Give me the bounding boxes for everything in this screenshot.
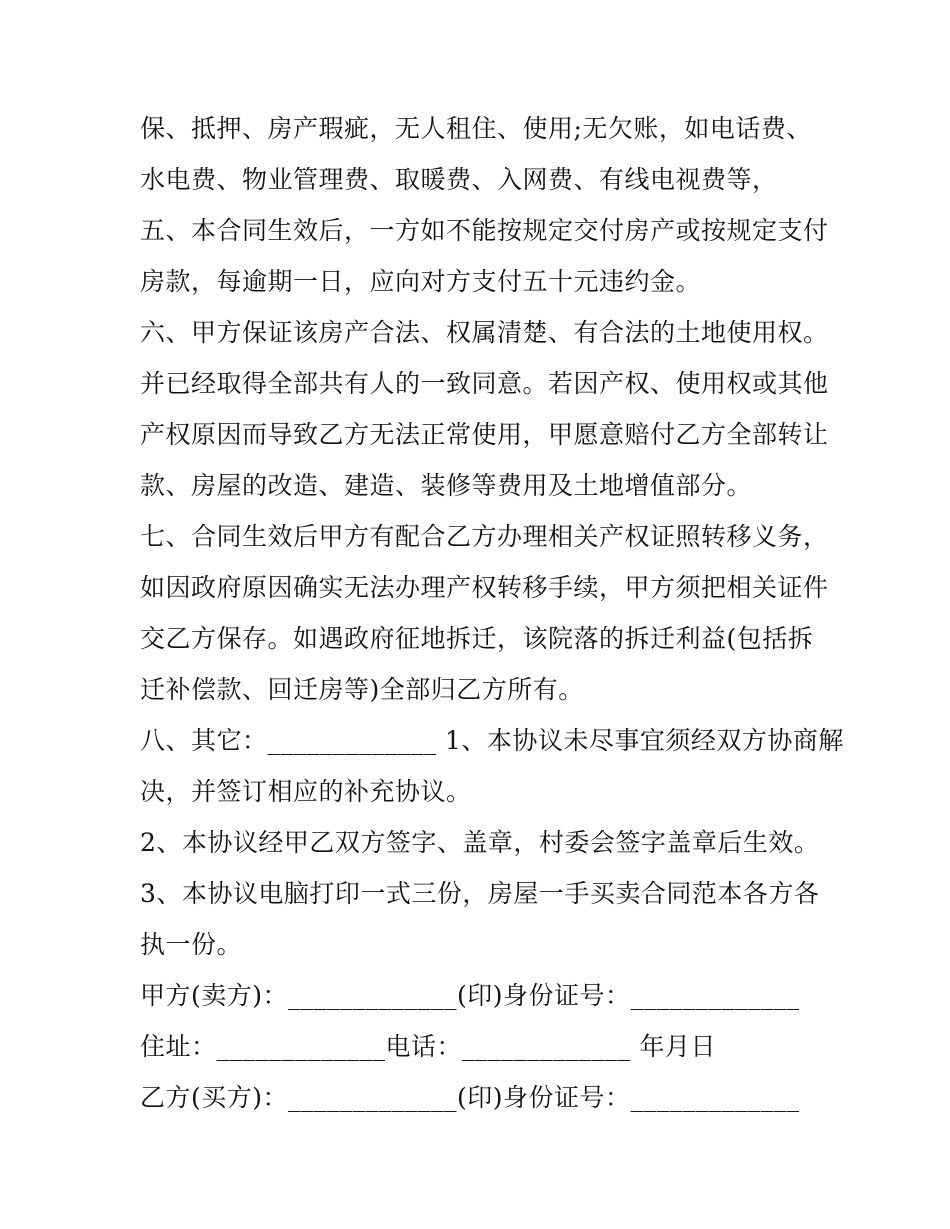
text-line: 水电费、物业管理费、取暖费、入网费、有线电视费等， <box>140 165 778 194</box>
clause-5-line: 五、本合同生效后，一方如不能按规定交付房产或按规定支付 <box>140 216 829 245</box>
item-2-line: 2、本协议经甲乙双方签字、盖章，村委会签字盖章后生效。 <box>140 828 820 857</box>
clause-7-line: 七、合同生效后甲方有配合乙方办理相关产权证照转移义务， <box>140 522 829 551</box>
item-3-line: 3、本协议电脑打印一式三份，房屋一手买卖合同范本各方各 <box>140 879 820 908</box>
text-line: 执一份。 <box>140 930 243 959</box>
document-body <box>140 103 844 1123</box>
text-line: 房款，每逾期一日，应向对方支付五十元违约金。 <box>140 267 702 296</box>
text-line: 迁补偿款、回迁房等)全部归乙方所有。 <box>140 675 584 704</box>
text-line: 并已经取得全部共有人的一致同意。若因产权、使用权或其他 <box>140 369 829 398</box>
clause-8-line: 八、其它：_____________ 1、本协议未尽事宜须经双方协商解 <box>140 726 844 755</box>
text-line: 产权原因而导致乙方无法正常使用，甲愿意赔付乙方全部转让 <box>140 420 829 449</box>
text-line: 交乙方保存。如遇政府征地拆迁，该院落的拆迁利益(包括拆 <box>140 624 814 653</box>
party-b-signature-line: 乙方(买方)：_____________(印)身份证号：_____________ <box>140 1083 800 1112</box>
text-line: 款、房屋的改造、建造、装修等费用及土地增值部分。 <box>140 471 753 500</box>
text-line: 如因政府原因确实无法办理产权转移手续，甲方须把相关证件 <box>140 573 829 602</box>
party-a-signature-line: 甲方(卖方)：_____________(印)身份证号：_____________ <box>140 981 800 1010</box>
text-line: 保、抵押、房产瑕疵，无人租住、使用;无欠账，如电话费、 <box>140 114 812 143</box>
address-phone-date-line: 住址：_____________电话：_____________ 年月日 <box>140 1032 716 1061</box>
text-line: 决，并签订相应的补充协议。 <box>140 777 472 806</box>
clause-6-line: 六、甲方保证该房产合法、权属清楚、有合法的土地使用权。 <box>140 318 829 347</box>
